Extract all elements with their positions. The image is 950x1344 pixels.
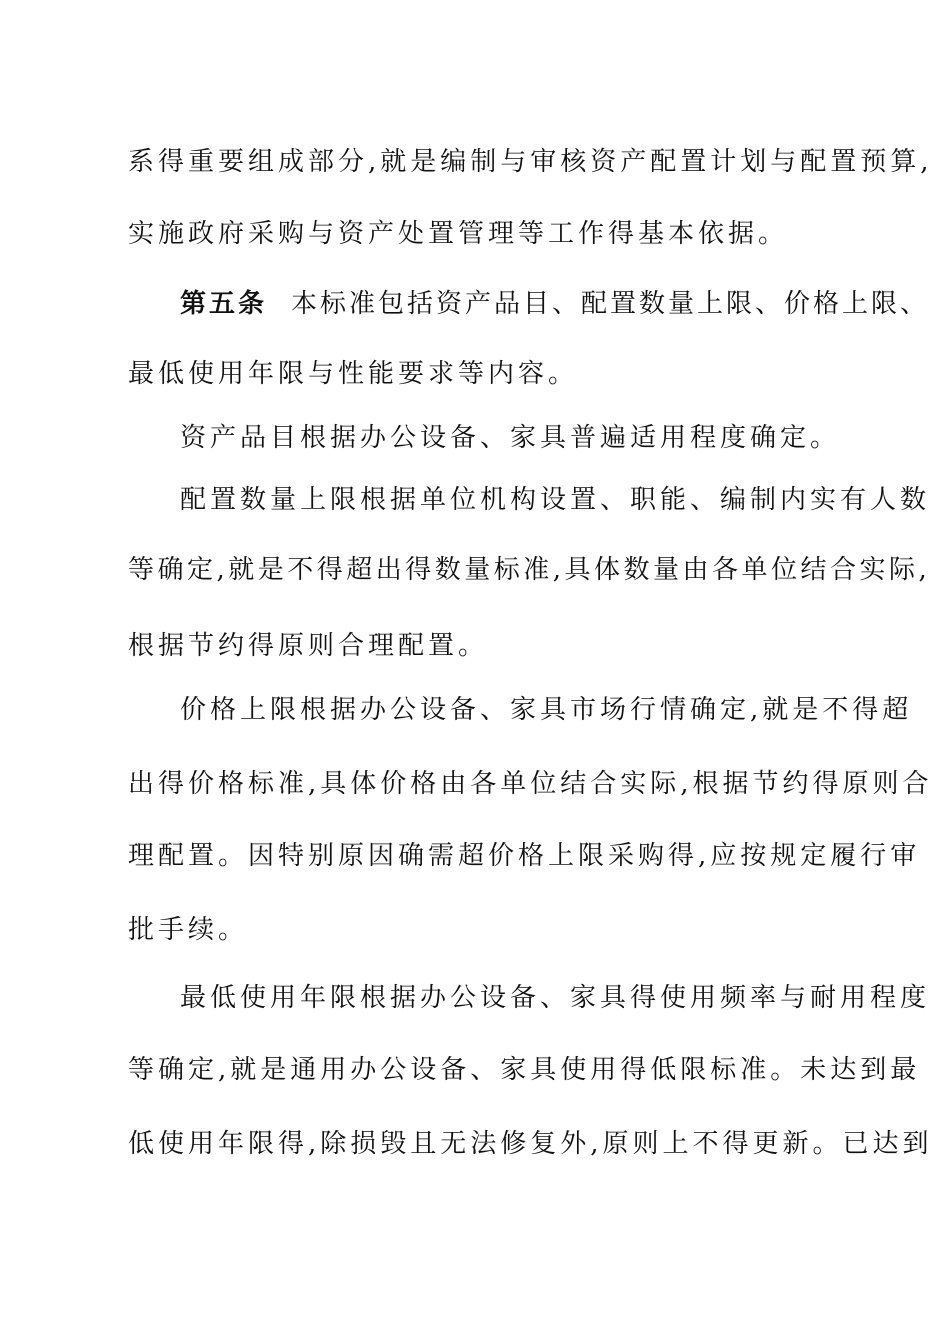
text-line-2: 实施政府采购与资产处置管理等工作得基本依据。: [128, 219, 789, 249]
text-line-15: 低使用年限得,除损毁且无法修复外,原则上不得更新。已达到: [128, 1129, 933, 1159]
text-line-8: 根据节约得原则合理配置。: [128, 631, 489, 661]
text-line-11: 理配置。因特别原因确需超价格上限采购得,应按规定履行审: [128, 841, 921, 871]
text-line-14: 等确定,就是通用办公设备、家具使用得低限标准。未达到最: [128, 1055, 921, 1085]
article-line: [180, 284, 929, 324]
text-line-4: 最低使用年限与性能要求等内容。: [128, 359, 579, 389]
text-line-1: 系得重要组成部分,就是编制与审核资产配置计划与配置预算,: [128, 147, 933, 177]
text-line-9: 价格上限根据办公设备、家具市场行情确定,就是不得超: [180, 695, 913, 725]
article-label: 第五条: [180, 289, 268, 319]
text-line-5: 资产品目根据办公设备、家具普遍适用程度确定。: [180, 423, 841, 453]
text-line-13: 最低使用年限根据办公设备、家具得使用频率与耐用程度: [180, 983, 931, 1013]
text-line-12: 批手续。: [128, 915, 249, 945]
text-line-10: 出得价格标准,具体价格由各单位结合实际,根据节约得原则合: [128, 769, 933, 799]
text-line-7: 等确定,就是不得超出得数量标准,具体数量由各单位结合实际,: [128, 555, 931, 585]
text-line-3: 本标准包括资产品目、配置数量上限、价格上限、: [291, 289, 930, 319]
text-line-6: 配置数量上限根据单位机构设置、职能、编制内实有人数: [180, 485, 931, 515]
